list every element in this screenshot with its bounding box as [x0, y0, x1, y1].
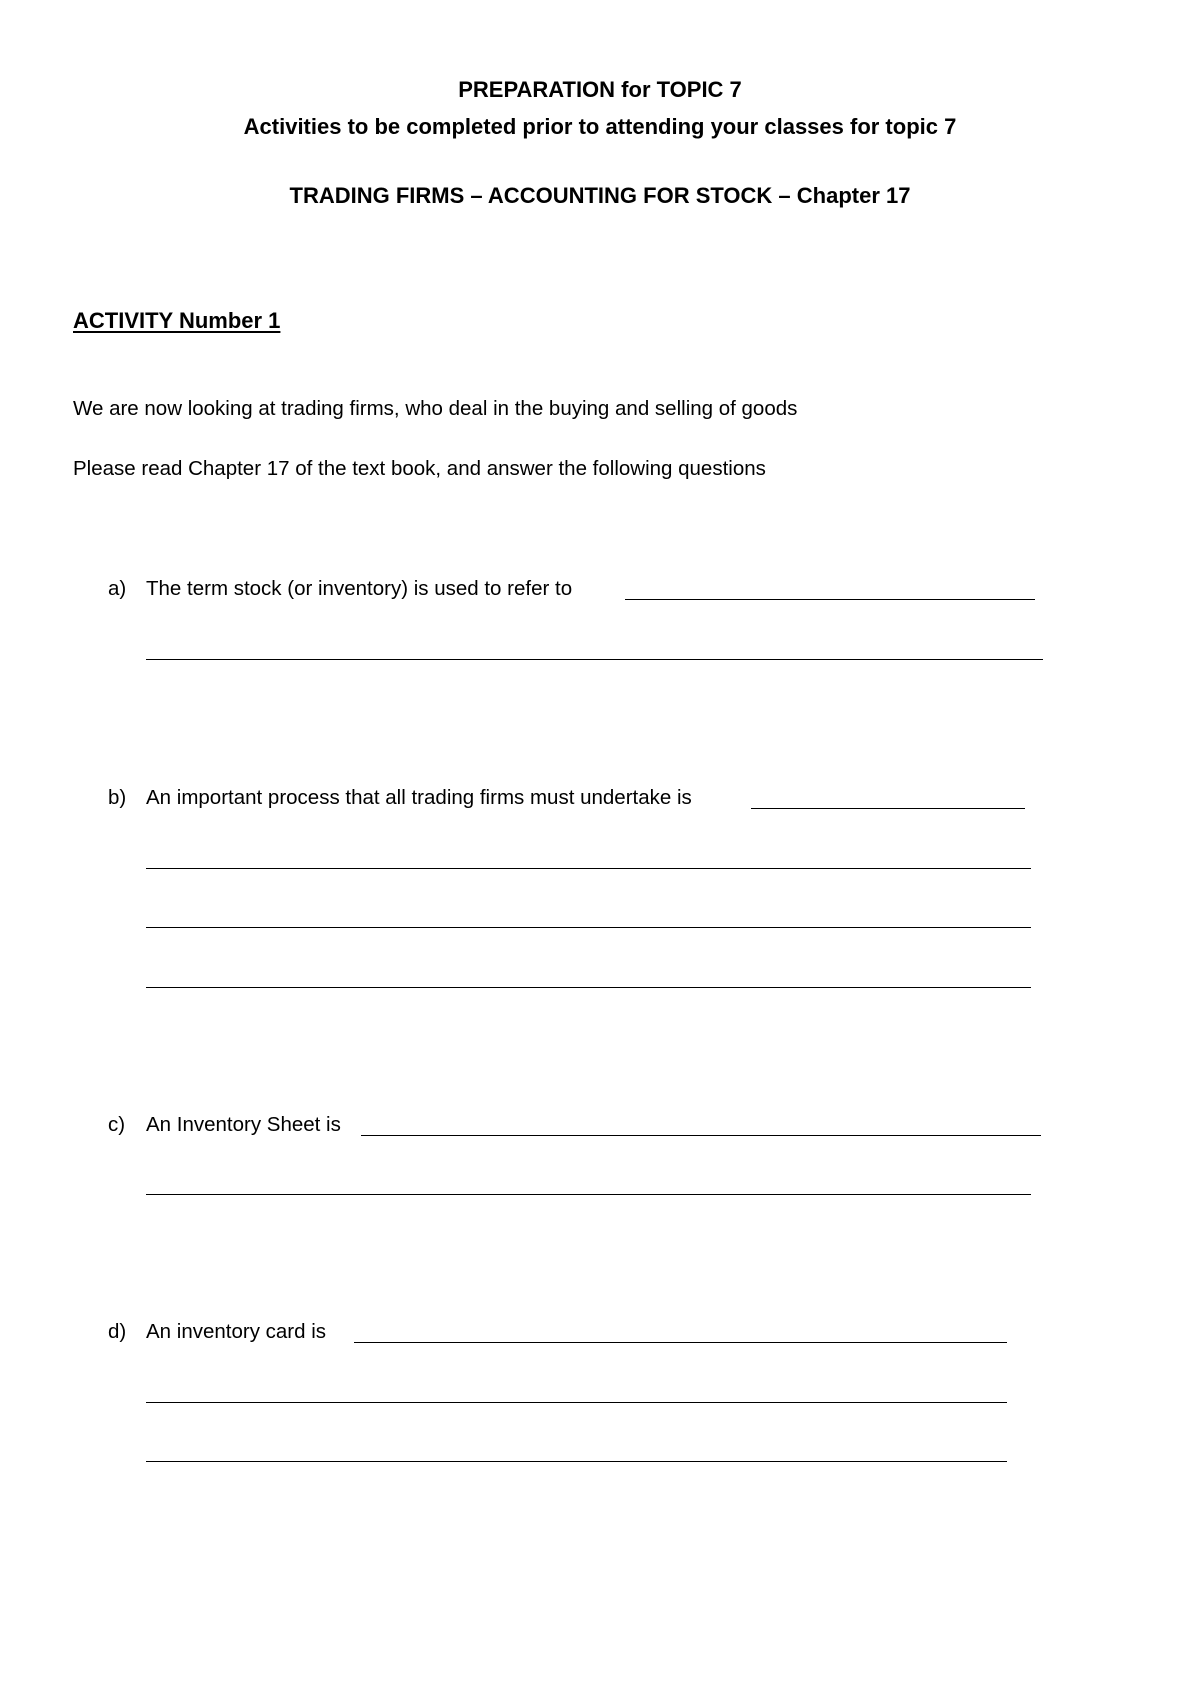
- answer-line[interactable]: [146, 927, 1031, 928]
- question-text: An inventory card is: [146, 1320, 327, 1343]
- intro-paragraph: We are now looking at trading firms, who deal in the buying and selling of goods: [73, 397, 798, 420]
- answer-line[interactable]: [354, 1342, 1007, 1343]
- page-title: PREPARATION for TOPIC 7: [458, 77, 742, 102]
- answer-line[interactable]: [146, 1402, 1007, 1403]
- topic-title: TRADING FIRMS – ACCOUNTING FOR STOCK – Chapter 17: [289, 183, 911, 208]
- question-label: b): [108, 786, 127, 809]
- answer-line[interactable]: [361, 1135, 1041, 1136]
- question-label: c): [108, 1113, 126, 1136]
- page-subtitle: Activities to be completed prior to attending your classes for topic 7: [243, 114, 957, 139]
- question-text: An important process that all trading firms must undertake is: [146, 786, 692, 809]
- answer-line[interactable]: [146, 1461, 1007, 1462]
- activity-heading: ACTIVITY Number 1: [73, 308, 281, 333]
- question-label: a): [108, 577, 127, 600]
- instruction-paragraph: Please read Chapter 17 of the text book, and answer the following questions: [73, 457, 766, 480]
- question-text: An Inventory Sheet is: [146, 1113, 341, 1136]
- answer-line[interactable]: [146, 987, 1031, 988]
- answer-line[interactable]: [751, 808, 1025, 809]
- question-label: d): [108, 1320, 127, 1343]
- answer-line[interactable]: [146, 659, 1043, 660]
- answer-line[interactable]: [625, 599, 1035, 600]
- question-text: The term stock (or inventory) is used to refer to: [146, 577, 573, 600]
- answer-line[interactable]: [146, 868, 1031, 869]
- answer-line[interactable]: [146, 1194, 1031, 1195]
